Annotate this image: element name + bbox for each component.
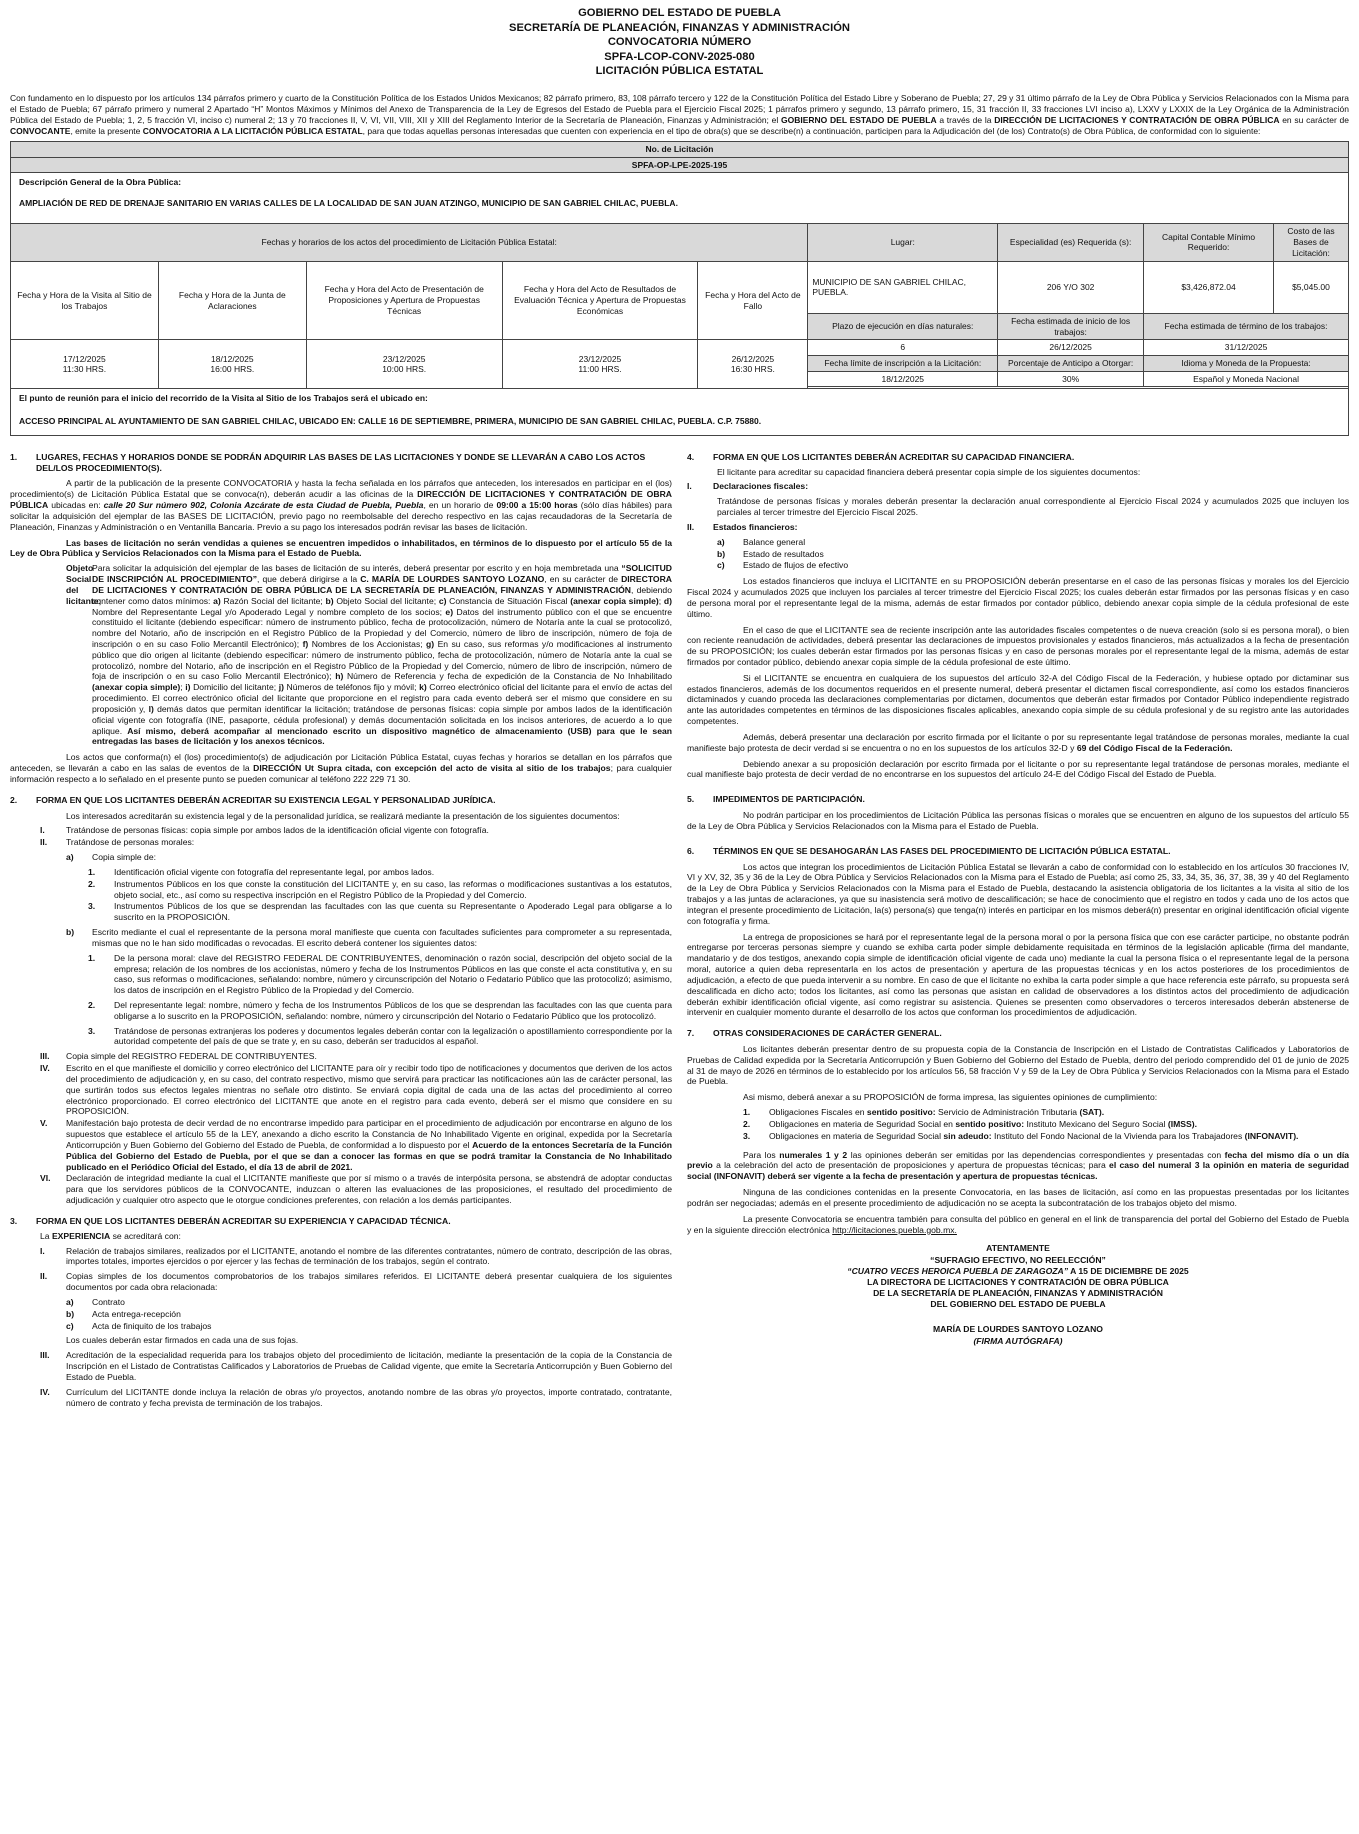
item-text: Currículum del LICITANTE donde incluya la relación de obras y/o proyectos, anotando nombre de las obras y/o proyectos, importe contratado, contratante, número de contrato y fecha prevista de terminación de los trabajos. [66, 1386, 672, 1408]
text-bold: CONVOCATORIA A LA LICITACIÓN PÚBLICA ESTATAL [142, 125, 363, 136]
section-7-paragraph: Los licitantes deberán presentar dentro de su propuesta copia de la Constancia de Inscripción en el Listado de Contratistas Calificados y Laboratorios de Pruebas de Calidad expedida por la Secretaría Anticorrupción y Buen Gobierno del Gobierno del Estado de Puebla, dentro del periodo comprendido del 01 de junio de 2025 al 31 de mayo de 2026 en términos de lo establecido por los artículos 56, 58 fracción V y 59 de la Ley de Obra Pública y Servicios Relacionados con la Misma para el Estado de Puebla. [687, 1044, 1349, 1087]
list-item [88, 1026, 672, 1048]
text-bold: (SAT). [1079, 1107, 1105, 1118]
list-item [40, 1271, 672, 1293]
text-bold: i) [185, 682, 191, 693]
text-bold: DIRECCIÓN DE LICITACIONES Y CONTRATACIÓN DE OBRA PÚBLICA [994, 114, 1280, 125]
text: , en su carácter de [544, 574, 622, 585]
item-text: Acreditación de la especialidad requerida para los trabajos objeto del procedimiento de licitación, mediante la presentación de la copia de la Constancia de Inscripción en el Listado de Contratistas Calificados y Laboratorios de Pruebas de Calidad vigente, que emite la Secretaría Anticorrupción y Buen Gobierno del Estado de Puebla. [66, 1350, 672, 1382]
item-key: 1. [88, 952, 96, 963]
list-item [66, 927, 672, 949]
item-text: Del representante legal: nombre, número y fecha de los Instrumentos Públicos de los que se desprendan las facultades con las que cuenta para obligarse a lo suscrito en la PROPOSICIÓN, señalando: nombre, número y circunscripción del Notario o Fedatario Público que los protocolizó. [114, 1000, 672, 1021]
text: Con fundamento en lo dispuesto por los artículos 134 párrafos primero y cuarto de la Constitución Política de los Estados Unidos Mexicanos; 82 párrafo primero, 83, 108 párrafo tercero y 122 de la Constitución Política del Estado Libre y Soberano de Puebla; 27, 29 y 31 último párrafo de la Ley de Obra Pública y Servicios Relacionados con la Misma para el Estado de Puebla; 67 párrafo primero y numeral 2 Apartado “H” Montos Máximos y Mínimos del Anexo de Transparencia de la Ley de Egresos del Estado de Puebla para el Ejercicio Fiscal 2025; 1 párrafos primero y segundo, 13 párrafo primero, 15, 31 fracción II, 33 fracciones LVI inciso a), LXXV y LXXIX de la Ley Orgánica de la Administración Pública del Estado de Puebla; 1, 2, 5 fracción VI, inciso c) numeral 2; 13 y 70 fracciones II, V, VI, VII, VIII, XII y XIII del Reglamento Interior de la Secretaría de Planeación, Finanzas y Administración; el [10, 92, 1349, 125]
section-1-paragraph: Las bases de licitación no serán vendidas a quienes se encuentren impedidos o inhabilitados, en términos de lo dispuesto por el artículo 55 de la Ley de Obra Pública y Servicios Relacionados con la Misma para el Estado de Puebla. [10, 537, 672, 559]
section-3-heading [10, 1216, 672, 1227]
list-item [40, 1173, 672, 1205]
section-number: 6. [687, 845, 695, 856]
section-6-heading [687, 846, 1349, 857]
item-text: Copias simples de los documentos comprobatorios de los trabajos similares referidos. El LICITANTE deberá presentar cualquiera de los siguientes documentos por cada obra relacionada: [66, 1271, 672, 1293]
section-title: FORMA EN QUE LOS LICITANTES DEBERÁN ACREDITAR SU EXISTENCIA LEGAL Y PERSONALIDAD JURÍDICA. [36, 794, 496, 805]
text: ; [180, 682, 186, 693]
item-key: II. [40, 1271, 48, 1282]
section-7-paragraph [687, 1214, 1349, 1236]
item-text: Relación de trabajos similares, realizados por el LICITANTE, anotando el nombre de las diferentes contratantes, número de contrato, descripción de las obras, importes totales, importes ejercidos o por ejercer y las fechas de terminación de los trabajos, según el contrato. [66, 1245, 672, 1267]
text: ubicadas en: [48, 500, 104, 511]
list-item [88, 901, 672, 923]
text: Los actos que conforma(n) el (los) procedimiento(s) de adjudicación por Licitación Pública Estatal, cuyas fechas y horarios se detallan en los párrafos que anteceden, se llevarán a cabo en las salas de eventos de la [10, 752, 672, 774]
text: Instituto del Fondo Nacional de la Vivienda para los Trabajadores [991, 1130, 1245, 1141]
section-4-heading [687, 452, 1349, 463]
header-line: SPFA-LCOP-CONV-2025-080 [604, 50, 755, 63]
cell-resultados [502, 340, 698, 389]
text: Nombre del Representante Legal y/o Apoderado Legal y nombre completo de los socios; [92, 606, 446, 617]
text: Obligaciones Fiscales en [769, 1107, 867, 1118]
item-text [66, 1118, 672, 1172]
text-bold: sentido positivo: [866, 1107, 936, 1118]
section-2-heading [10, 795, 672, 806]
date: 23/12/2025 [382, 353, 426, 364]
item-key: c) [66, 1320, 74, 1331]
text-bold: k) [419, 682, 427, 693]
item-key: b) [66, 927, 75, 938]
time: 10:00 HRS. [382, 364, 427, 375]
text: ; para cualquier información respecto a lo señalado en el presente punto se pueden comunicar al teléfono 222 229 71 30. [10, 763, 672, 784]
list-item [717, 537, 1349, 548]
text: Además, deberá presentar una declaración por escrito firmada por el licitante o por su representante legal tratándose de personas morales, mediante la cual manifieste bajo protesta de decir verdad si se encuentra o no en los supuestos de los artículos 32-D y [687, 731, 1349, 753]
section-number: 4. [687, 451, 695, 462]
item-key: I. [40, 825, 45, 836]
item-key: IV. [40, 1386, 50, 1397]
text: a través de la [936, 114, 995, 125]
list-item [717, 560, 1349, 571]
list-item [687, 522, 1349, 533]
cell-plazo-label: Plazo de ejecución en días naturales: [808, 313, 998, 339]
section-6-paragraph: Los actos que integran los procedimientos de Licitación Pública Estatal se llevarán a cabo de conformidad con lo establecido en los artículos 30 fracciones IV, VI y XV, 32, 35 y 36 de la Ley de Obra Pública y Servicios Relacionados con la Misma para el Estado de Puebla; así como 25, 33, 34, 35, 36, 37, 38, 39 y 40 del Reglamento de la Ley de Obra Pública y Servicios Relacionados con la Misma para el Estado de Puebla, destacando la asistencia obligatoria de los licitantes a la visita al sitio de los trabajos y a las juntas de aclaraciones, ya que su inasistencia será motivo de descalificación; se hace de conocimiento que el registro en todos y cada uno de los actos que integran el presente procedimiento de Licitación, la(s) persona(s) que tenga(n) interés en participar en los mismos deberá(n) presentar en original identificación oficial vigente con fotografía y firma. [687, 861, 1349, 926]
transparency-link[interactable]: http://licitaciones.puebla.gob.mx. [832, 1224, 957, 1235]
text: , en un horario de [423, 500, 497, 511]
item-key: I. [687, 481, 692, 492]
text-bold: DIRECTORA DE LICITACIONES Y CONTRATACIÓN DE OBRA PÚBLICA DE LA SECRETARÍA DE PLANEACIÓN, FINANZAS Y ADMINISTRACIÓN [92, 574, 673, 595]
section-number: 2. [10, 794, 18, 805]
text: En su caso, sus reformas y/o modificaciones al instrumento público que dio origen al licitante (debiendo especificar: número de instrumento público, fecha de protocolización, número de Notaría ante la cual se protocolizó, nombre del Notario, año de inscripción en el Registro Público de la Propiedad y del Comercio, número de libro de inscripción, número de foja de inscripción o en su caso Folio Mercantil Electrónico); [92, 638, 672, 682]
address-text: calle 20 Sur número 902, Colonia Azcárate de esta Ciudad de Puebla, Puebla [103, 500, 424, 511]
licitacion-table [10, 141, 1349, 436]
item-text: De la persona moral: clave del REGISTRO FEDERAL DE CONTRIBUYENTES, denominación o razón social, descripción del objeto social de la empresa; relación de los nombres de los accionistas, número y fecha de los Instrumentos Públicos en las que conste el acta constitutiva y, en su caso, sus reformas o modificaciones, señalando: nombre, número y circunscripción del Notario o Fedatario Público que las protocolizó; asimismo, los datos de inscripción en el Registro Público de la Propiedad y del Comercio. [114, 952, 672, 996]
item-key: c) [717, 560, 725, 571]
text: , emite la presente [70, 125, 143, 136]
list-item [66, 563, 672, 747]
item-text: Estado de flujos de efectivo [743, 560, 849, 571]
list-item [743, 1119, 1349, 1130]
text-bold: CONVOCANTE [10, 125, 71, 136]
cell-desc-value: AMPLIACIÓN DE RED DE DRENAJE SANITARIO EN VARIAS CALLES DE LA LOCALIDAD DE SAN JUAN ATZINGO, MUNICIPIO DE SAN GABRIEL CHILAC, PUEBLA. [11, 192, 1349, 223]
cell-reunion-value: ACCESO PRINCIPAL AL AYUNTAMIENTO DE SAN GABRIEL CHILAC, UBICADO EN: CALLE 16 DE SEPTIEMBRE, PRIMERA, MUNICIPIO DE SAN GABRIEL CHILAC, PUEBLA. C.P. 75880. [11, 408, 1349, 435]
section-3-paragraph [40, 1231, 672, 1242]
text: A partir de la publicación de la presente CONVOCATORIA y hasta la fecha señalada en los párrafos que anteceden, los interesados en participar en el (los) procedimiento(s) de Licitación Pública Estatal que se convoca(n), deberán acudir a las oficinas de la [10, 478, 672, 500]
item-text: Identificación oficial vigente con fotografía del representante legal, por ambos lados. [114, 866, 435, 877]
item-text [769, 1119, 1349, 1130]
text: se acreditará con: [110, 1230, 181, 1241]
list-item [687, 481, 1349, 492]
section-number: 7. [687, 1028, 695, 1039]
cell-col1-header: Fecha y Hora de la Visita al Sitio de los Trabajos [11, 261, 159, 339]
list-item [66, 852, 672, 863]
item-text [769, 1107, 1349, 1118]
text-bold: d) [663, 595, 672, 606]
text: en su carácter de [1279, 114, 1349, 125]
item-text: Copia simple de: [92, 852, 157, 863]
list-item [88, 953, 672, 996]
signature-block [687, 1243, 1349, 1346]
signatory-name: MARÍA DE LOURDES SANTOYO LOZANO [933, 1324, 1103, 1335]
section-number: 5. [687, 794, 695, 805]
cell-especialidad-value: 206 Y/O 302 [998, 261, 1144, 313]
cell-inicio-label: Fecha estimada de inicio de los trabajos: [998, 313, 1144, 339]
section-2-paragraph: Los interesados acreditarán su existencia legal y de la personalidad jurídica, se realizará mediante la presentación de los siguientes documentos: [66, 810, 620, 821]
item-text: Escrito mediante el cual el representante de la persona moral manifieste que cuenta con facultades suficientes para comprometer a su representada, mismas que no le han sido modificadas o revocadas. El escrito deberá contener los siguientes datos: [92, 927, 672, 948]
cell-costo-label: Costo de las Bases de Licitación: [1273, 223, 1348, 261]
cell-capital-value: $3,426,872.04 [1144, 261, 1274, 313]
item-text: Instrumentos Públicos en los que conste la constitución del LICITANTE y, en su caso, las reformas o modificaciones sustantivas a los estatutos, objeto social, etc., así como su respectiva inscripción en el Registro Público de la Propiedad y del Comercio. [114, 878, 672, 900]
item-text: Tratándose de personas físicas: copia simple por ambos lados de la identificación oficial vigente con fotografía. [66, 825, 489, 836]
signature-line: DEL GOBIERNO DEL ESTADO DE PUEBLA [930, 1299, 1106, 1310]
text-bold: DIRECCIÓN DE LICITACIONES Y CONTRATACIÓN DE OBRA PÚBLICA [10, 489, 672, 511]
section-4-paragraph: Tratándose de personas físicas y morales deberán presentar la declaración anual correspondiente al Ejercicio Fiscal 2024 y acumulados 2025 que incluyen los parciales al tercer trimestre del Ejercicio Fiscal 2025. [717, 496, 1349, 518]
item-key: 3. [88, 1025, 96, 1036]
item-key: b) [717, 548, 726, 559]
signature-line: DE LA SECRETARÍA DE PLANEACIÓN, FINANZAS Y ADMINISTRACIÓN [873, 1288, 1163, 1299]
cell-capital-label: Capital Contable Mínimo Requerido: [1144, 223, 1274, 261]
text: , debiendo contener como datos mínimos: [92, 584, 672, 606]
text: Para solicitar la adquisición del ejemplar de las bases de licitación de su interés, deberá presentar por escrito y en hoja membretada una [92, 563, 622, 574]
cell-presentacion [306, 340, 502, 389]
section-7-heading [687, 1028, 1349, 1039]
time: 11:00 HRS. [578, 364, 622, 375]
list-item [40, 1051, 672, 1062]
cell-col3-header: Fecha y Hora del Acto de Presentación de Proposiciones y Apertura de Propuestas Técnicas [306, 261, 502, 339]
cell-idioma-value: Español y Moneda Nacional [1144, 371, 1349, 387]
item-key: III. [40, 1051, 50, 1062]
list-item [743, 1107, 1349, 1118]
signature-line: “SUFRAGIO EFECTIVO, NO REELECCIÓN” [930, 1254, 1106, 1265]
time: 16:30 HRS. [730, 364, 775, 375]
item-key: 2. [88, 878, 96, 889]
item-text: Acta entrega-recepción [92, 1308, 181, 1319]
list-item [40, 1387, 672, 1409]
item-key: 3. [743, 1130, 751, 1141]
header-line: GOBIERNO DEL ESTADO DE PUEBLA [578, 7, 781, 19]
item-text: Instrumentos Públicos de los que se desprendan las facultades con las que cuenta su Representante o Apoderado Legal para obligarse a lo suscrito en la PROPOSICIÓN. [114, 901, 672, 923]
cell-visita [11, 340, 159, 389]
text: A 15 DE DICIEMBRE DE 2025 [1068, 1265, 1189, 1276]
section-7-paragraph: Asi mismo, deberá anexar a su PROPOSICIÓN de forma impresa, las siguientes opiniones de cumplimiento: [743, 1092, 1158, 1103]
cell-no-value: SPFA-OP-LPE-2025-195 [11, 157, 1349, 173]
signature-note: (FIRMA AUTÓGRAFA) [973, 1335, 1063, 1346]
list-item [743, 1131, 1349, 1142]
text-bold: DIRECCIÓN Ut Supra citada, con excepción del acto de visita al sitio de los trabajos [253, 763, 611, 774]
item-text [92, 563, 672, 747]
cell-col5-header: Fecha y Hora del Acto de Fallo [698, 261, 808, 339]
text: Correo electrónico oficial del licitante para el envío de actas del procedimiento. El correo electrónico oficial del licitante que proporcione en el registro para cada evento deberá ser el mismo que considere en su proposición y, [92, 682, 673, 714]
cell-termino-value: 31/12/2025 [1144, 340, 1349, 356]
section-4-paragraph: Si el LICITANTE se encuentra en cualquiera de los supuestos del artículo 32-A del Código Fiscal de la Federación, y hubiese optado por dictaminar sus estados financieros, además de los documentos requeridos en el presente numeral, deberá presentar el dictamen fiscal correspondiente, así como los estados financieros dictaminados y cuando proceda las declaraciones complementarias por dictamen, documentos que deberán estar firmados por Contador Público independiente registrado ante las autoridades competentes en términos de las disposiciones fiscales aplicables, anexando copia simple de su cédula profesional y de su registro ante las autoridades competentes. [687, 672, 1349, 727]
header-line: SECRETARÍA DE PLANEACIÓN, FINANZAS Y ADMINISTRACIÓN [508, 21, 851, 34]
cell-lugar-label: Lugar: [808, 223, 998, 261]
cell-junta [158, 340, 306, 389]
text: ; [658, 595, 664, 606]
text: , que deberá dirigirse a la [257, 574, 361, 585]
text: Nombres de los Accionistas; [308, 638, 427, 649]
body-columns [10, 446, 1349, 1409]
cell-no-label: No. de Licitación [11, 142, 1349, 158]
text: , para que todas aquellas personas interesadas que cuenten con experiencia en el tipo de obra(s) que se describe(n) a continuación, participen para la Adjudicación del (de los) Contrato(s) de Obra Pública, de conformidad con lo siguiente: [362, 125, 1261, 136]
right-column [687, 446, 1349, 1409]
item-text: Declaraciones fiscales: [713, 481, 809, 492]
text-bold: 69 del Código Fiscal de la Federación. [1076, 742, 1233, 753]
item-text: Declaración de integridad mediante la cual el LICITANTE manifieste que por sí mismo o a través de interpósita persona, se abstendrá de adoptar conductas para que los servidores públicos de la CONVOCANTE, induzcan o alteren las evaluaciones de las proposiciones, el resultado del procedimiento de adjudicación y cualquier otro aspecto que le otorgue condiciones preferentes, con relación a los demás participantes. [66, 1173, 672, 1206]
section-4-paragraph: Los estados financieros que incluya el LICITANTE en su PROPOSICIÓN deberán presentarse en el caso de las personas físicas y morales los del Ejercicio Fiscal 2024 y acumulados 2025 que incluyen los parciales al tercer trimestre del Ejercicio Fiscal 2025; los cuales deberán estar firmados por las personas físicas y en caso de persona moral por el representante legal de la misma, además de estar firmados por contador público, debiendo anexar copia simple de la cédula profesional de este último. [687, 576, 1349, 619]
section-title: TÉRMINOS EN QUE SE DESAHOGARÁN LAS FASES DEL PROCEDIMIENTO DE LICITACIÓN PÚBLICA ESTATAL. [713, 845, 1171, 856]
text-bold: GOBIERNO DEL ESTADO DE PUEBLA [781, 114, 937, 125]
date: 17/12/2025 [63, 353, 106, 364]
list-item [40, 1118, 672, 1172]
cell-anticipo-label: Porcentaje de Anticipo a Otorgar: [998, 355, 1144, 371]
text-bold: (anexar copia simple) [570, 595, 659, 606]
item-text: Balance general [743, 536, 806, 547]
item-text: Tratándose de personas morales: [66, 837, 195, 848]
signature-line: LA DIRECTORA DE LICITACIONES Y CONTRATACIÓN DE OBRA PÚBLICA [867, 1276, 1169, 1287]
text-bold: “SOLICITUD DE INSCRIPCIÓN AL PROCEDIMIENTO” [92, 563, 672, 585]
text-bold: 09:00 a 15:00 horas [496, 500, 578, 511]
text-bold: Así mismo, deberá acompañar al mencionado escrito un dispositivo magnético de almacenamiento (USB) para que le sean entregadas las bases de licitación y los anexos técnicos. [92, 725, 673, 747]
cell-idioma-label: Idioma y Moneda de la Propuesta: [1144, 355, 1349, 371]
text: Para los [743, 1149, 780, 1160]
section-1-paragraph [10, 478, 672, 532]
text-italic: “CUATRO VECES HEROICA PUEBLA DE ZARAGOZA” [847, 1265, 1069, 1276]
text-bold: g) [426, 638, 435, 649]
section-title: LUGARES, FECHAS Y HORARIOS DONDE SE PODRÁN ADQUIRIR LAS BASES DE LAS LICITACIONES Y DONDE SE LLEVARÁN A CABO LOS ACTOS DEL/LOS PROCEDIMIENTO(S). [36, 451, 646, 473]
text: Domicilio del licitante; [190, 682, 279, 693]
text: demás datos que permitan identificar la licitación; tratándose de personas físicas: copia simple por ambos lados de la identificación oficial vigente con fotografía (INE, pasaporte, cédula profesional) y demás documentación solicitada en los incisos anteriores, de acuerdo a lo que aplique. [92, 703, 672, 736]
section-title: OTRAS CONSIDERACIONES DE CARÁCTER GENERAL. [713, 1028, 942, 1039]
text-bold: b) [325, 595, 334, 606]
text: a la celebración del acto de presentación de proposiciones y apertura de propuestas técnicas; para [712, 1160, 1110, 1171]
item-key: a) [66, 852, 74, 863]
text: Obligaciones en materia de Seguridad Social en [769, 1118, 956, 1129]
header-line: LICITACIÓN PÚBLICA ESTATAL [595, 65, 764, 78]
text-bold: sentido positivo: [955, 1118, 1025, 1129]
section-title: FORMA EN QUE LOS LICITANTES DEBERÁN ACREDITAR SU EXPERIENCIA Y CAPACIDAD TÉCNICA. [36, 1215, 451, 1226]
list-item [40, 825, 672, 836]
text: Datos del instrumento público con el que se encuentre constituido el licitante (debiendo especificar: número de instrumento público, fecha de protocolización, número de Notaría ante la cual se protocolizó, nombre del Notario, año de inscripción en el Registro Público de la Propiedad y del Comercio, número de libro de inscripción, número de foja de inscripción o en su caso Folio Mercantil Electrónico); [92, 606, 672, 649]
header-line: CONVOCATORIA NÚMERO [607, 36, 752, 49]
text-bold: h) [335, 671, 344, 682]
section-3-paragraph: Los cuales deberán estar firmados en cada una de sus fojas. [66, 1335, 299, 1346]
list-item [40, 1350, 672, 1382]
cell-col2-header: Fecha y Hora de la Junta de Aclaraciones [158, 261, 306, 339]
cell-fallo [698, 340, 808, 389]
text-bold: l) [148, 703, 154, 714]
text: Manifestación bajo protesta de decir verdad de no encontrarse impedido para participar en el procedimiento de adjudicación por encontrarse en alguno de los supuestos que establece el artículo 55 de la LEY, anexando a dicho escrito la Constancia de No Inhabilitado Vigente en original, expedida por la Secretaría Anticorrupción y Buen Gobierno del Gobierno del Estado de Puebla, de conformidad a lo dispuesto por el [66, 1118, 672, 1150]
cell-costo-value: $5,045.00 [1273, 261, 1348, 313]
text: Instituto Mexicano del Seguro Social [1024, 1118, 1168, 1129]
cell-inicio-value: 26/12/2025 [998, 340, 1144, 356]
section-4-paragraph: En el caso de que el LICITANTE sea de reciente inscripción ante las autoridades fiscales competentes o de nueva creación (solo si es persona moral), o bien con reciente reanudación de actividades, deberá presentar las declaraciones de impuestos provisionales y estados financieros, más actualizados a la fecha de presentación de su PROPOSICIÓN; los cuales deberán estar firmados por las personas físicas y en caso de personas morales por el representante legal de la misma, además de estar firmados por contador público, debiendo anexar copia simple de la cédula profesional de este último. [687, 624, 1349, 667]
item-text: Tratándose de personas extranjeras los poderes y documentos legales deberán contar con la legalización o apostillamiento correspondiente por la autoridad competente del país de que se trate y, en su caso, deberán ser traducidos al español. [114, 1025, 672, 1047]
text-bold: c) [438, 595, 447, 606]
section-4-paragraph: El licitante para acreditar su capacidad financiera deberá presentar copia simple de los siguientes documentos: [717, 466, 1141, 477]
section-number: 3. [10, 1215, 18, 1226]
date: 26/12/2025 [731, 353, 775, 364]
text: La presente Convocatoria se encuentra también para consulta del público en general en el link de transparencia del portal del Gobierno del Estado de Puebla y en la siguiente dirección electrónica [687, 1213, 1349, 1235]
text-bold: sin adeudo: [943, 1130, 992, 1141]
text: Servicio de Administración Tributaria [935, 1107, 1080, 1118]
item-key: 2. [88, 1000, 96, 1010]
text: (sólo días hábiles) para solicitar la adquisición del ejemplar de las BASES DE LICITACIÓN, previo pago no reembolsable del derecho respectivo en las cajas recaudadoras de la Secretaría de Planeación, Finanzas y Administración o en Ventanilla Bancaria. Previo a su pago los interesados podrán revisar las bases de licitación. [10, 500, 673, 532]
text: Número de Referencia y fecha de expedición de la Constancia de No Inhabilitado [343, 671, 672, 682]
list-item [66, 1321, 672, 1332]
text: Obligaciones en materia de Seguridad Social [769, 1130, 944, 1141]
item-key: 1. [88, 866, 96, 877]
cell-desc-label: Descripción General de la Obra Pública: [11, 173, 1349, 192]
text: Números de teléfonos fijo y móvil; [283, 682, 420, 693]
text-bold: EXPERIENCIA [51, 1230, 111, 1241]
text: las opiniones deberán ser emitidas por las dependencias correspondientes y presentadas con [847, 1149, 1225, 1160]
section-5-paragraph: No podrán participar en los procedimientos de Licitación Pública las personas físicas o morales que se encuentren en alguno de los supuestos del artículo 55 de la Ley de Obra Pública y Servicios Relacionados con la Misma para el Estado de Puebla. [687, 810, 1349, 831]
item-key: 1. [743, 1107, 751, 1118]
cell-fechas-label: Fechas y horarios de los actos del procedimiento de Licitación Pública Estatal: [11, 223, 808, 261]
item-text: Estados financieros: [713, 521, 798, 532]
item-key: IV. [40, 1063, 50, 1074]
list-item [66, 1309, 672, 1320]
intro-paragraph [10, 93, 1349, 137]
text-bold: Acuerdo de la entonces Secretaría de la Función Pública del Gobierno del Estado de Puebla, por el que se dan a conocer las formas en que se podrá tramitar la Constancia de No Inhabilitado publicado en el Periódico Oficial del Estado, el día 13 de abril de 2021. [66, 1139, 672, 1172]
item-key: a) [66, 1296, 74, 1307]
time: 16:00 HRS. [210, 364, 255, 375]
list-item [40, 1063, 672, 1117]
cell-anticipo-value: 30% [998, 371, 1144, 387]
document-header [10, 6, 1349, 79]
item-key: I. [40, 1245, 45, 1256]
item-key: Objeto Social del licitante; [66, 563, 102, 606]
text-bold: f) [302, 638, 309, 649]
text-bold: el caso del numeral 3 la opinión en materia de seguridad social (INFONAVIT) deberá ser vigente a la fecha de presentación y apertura de propuestas técnicas. [687, 1160, 1349, 1182]
left-column [10, 446, 672, 1409]
section-7-paragraph: Ninguna de las condiciones contenidas en la presente Convocatoria, en las bases de licitación, así como en las propuestas presentadas por los licitantes podrán ser negociadas; además en el presente procedimiento de adjudicación no se acepta la subcontratación de los trabajos objeto del mismo. [687, 1187, 1349, 1208]
text: Razón Social del licitante; [220, 595, 326, 606]
section-1-paragraph [10, 752, 672, 784]
section-title: FORMA EN QUE LOS LICITANTES DEBERÁN ACREDITAR SU CAPACIDAD FINANCIERA. [713, 451, 1075, 462]
text: Objeto Social del licitante; [333, 595, 439, 606]
section-title: IMPEDIMENTOS DE PARTICIPACIÓN. [713, 794, 865, 805]
item-key: II. [40, 837, 48, 848]
signature-line [687, 1266, 1349, 1277]
list-item [88, 1000, 672, 1022]
item-text: Escrito en el que manifieste el domicilio y correo electrónico del LICITANTE para oír y recibir todo tipo de notificaciones y documentos que deriven de los actos del procedimiento de adjudicación y, en su caso, del contrato respectivo, mismo que servirá para practicar las notificaciones aún las de carácter personal, las que surtirán todos sus efectos legales mientras no señale otro distinto. Se enviará copia digital de cada una de las actas del procedimiento al correo electrónico proporcionado. El correo electrónico del LICITANTE que anote en el registro para cada evento, deberá ser el mismo que considere en su PROPOSICIÓN. [66, 1063, 672, 1117]
item-text: Estado de resultados [743, 548, 824, 559]
text-bold: (INFONAVIT). [1244, 1130, 1299, 1141]
item-key: VI. [40, 1173, 51, 1184]
list-item [66, 1297, 672, 1308]
signature-line: ATENTAMENTE [986, 1243, 1050, 1254]
item-text: Acta de finiquito de los trabajos [92, 1320, 212, 1331]
item-key: III. [40, 1350, 50, 1361]
cell-col4-header: Fecha y Hora del Acto de Resultados de Evaluación Técnica y Apertura de Propuestas Económicas [502, 261, 698, 339]
text-bold: (IMSS). [1167, 1118, 1197, 1129]
text: La [40, 1230, 52, 1241]
text-bold: a) [213, 595, 221, 606]
text-bold: j) [278, 682, 284, 693]
text-bold: C. MARÍA DE LOURDES SANTOYO LOZANO [360, 574, 545, 585]
item-text [769, 1131, 1349, 1142]
item-text: Contrato [92, 1296, 125, 1307]
list-item [40, 1246, 672, 1268]
item-key: II. [687, 521, 695, 532]
cell-limite-label: Fecha límite de inscripción a la Licitación: [808, 355, 998, 371]
item-key: a) [717, 536, 725, 547]
section-7-paragraph [687, 1150, 1349, 1182]
list-item [88, 867, 672, 878]
list-item [717, 549, 1349, 560]
date: 23/12/2025 [578, 353, 622, 364]
cell-reunion-label: El punto de reunión para el inicio del recorrido de la Visita al Sitio de los Trabajos será el ubicado en: [11, 389, 1349, 408]
item-key: b) [66, 1308, 75, 1319]
section-5-heading [687, 794, 1349, 805]
item-key: 2. [743, 1118, 751, 1129]
cell-limite-value: 18/12/2025 [808, 371, 998, 387]
section-4-paragraph: Debiendo anexar a su proposición declaración por escrito firmada por el licitante o por su representante legal tratándose de personas morales, mediante el cual manifieste bajo protesta de decir verdad de no encontrarse en los supuestos del artículo 24-E del Código Fiscal del Estado de Puebla. [687, 758, 1349, 780]
item-key: V. [40, 1118, 48, 1129]
section-1-heading [10, 452, 672, 474]
item-text: Copia simple del REGISTRO FEDERAL DE CONTRIBUYENTES. [66, 1051, 317, 1062]
list-item [88, 879, 672, 901]
text: Constancia de Situación Fiscal [446, 595, 571, 606]
text-bold: fecha del mismo día o un día previo [687, 1149, 1349, 1171]
section-6-paragraph: La entrega de proposiciones se hará por el representante legal de la persona moral o por la persona física que con ese carácter participe, no obstante podrán entregarse por terceras personas siempre y cuando se exhiba carta poder simple debidamente requisitada en términos de la legislación aplicable (firma del mandante, mandatario y de dos testigos, anexando copia simple de identificación oficial vigente de cada uno) mediante la cual la persona física o el representante legal de la persona moral, autorice a quien deba representarla en los actos de presentación y apertura de las propuestas técnicas y en los actos posteriores de los procedimientos de adjudicación, a efecto de que pueda intervenir a su nombre. En caso de que el licitante no exhiba la carta poder simple a que hace referencia este párrafo, su propuesta será descalificada en dicho acto; todos los licitantes, así como las personas que asistan en calidad de observadores a los distintos actos del procedimiento de adjudicación deberán exhibir identificación oficial vigente, así como registrar su asistencia. Quienes se presenten como observadores o terceros interesados deberán abstenerse de intervenir en cualquier momento durante el desarrollo de los actos que conforman los procedimientos de adjudicación. [687, 931, 1349, 1018]
text-bold: numerales 1 y 2 [779, 1149, 848, 1160]
text-bold: (anexar copia simple) [92, 682, 181, 693]
cell-plazo-value: 6 [808, 340, 998, 356]
cell-especialidad-label: Especialidad (es) Requerida (s): [998, 223, 1144, 261]
item-key: 3. [88, 901, 96, 912]
cell-termino-label: Fecha estimada de término de los trabajos: [1144, 313, 1349, 339]
text-bold: e) [445, 606, 454, 617]
section-4-paragraph [687, 732, 1349, 754]
time: 11:30 HRS. [62, 364, 107, 375]
list-item [40, 837, 672, 848]
section-number: 1. [10, 451, 18, 462]
cell-lugar-value: MUNICIPIO DE SAN GABRIEL CHILAC, PUEBLA. [808, 261, 998, 313]
date: 18/12/2025 [211, 353, 254, 364]
